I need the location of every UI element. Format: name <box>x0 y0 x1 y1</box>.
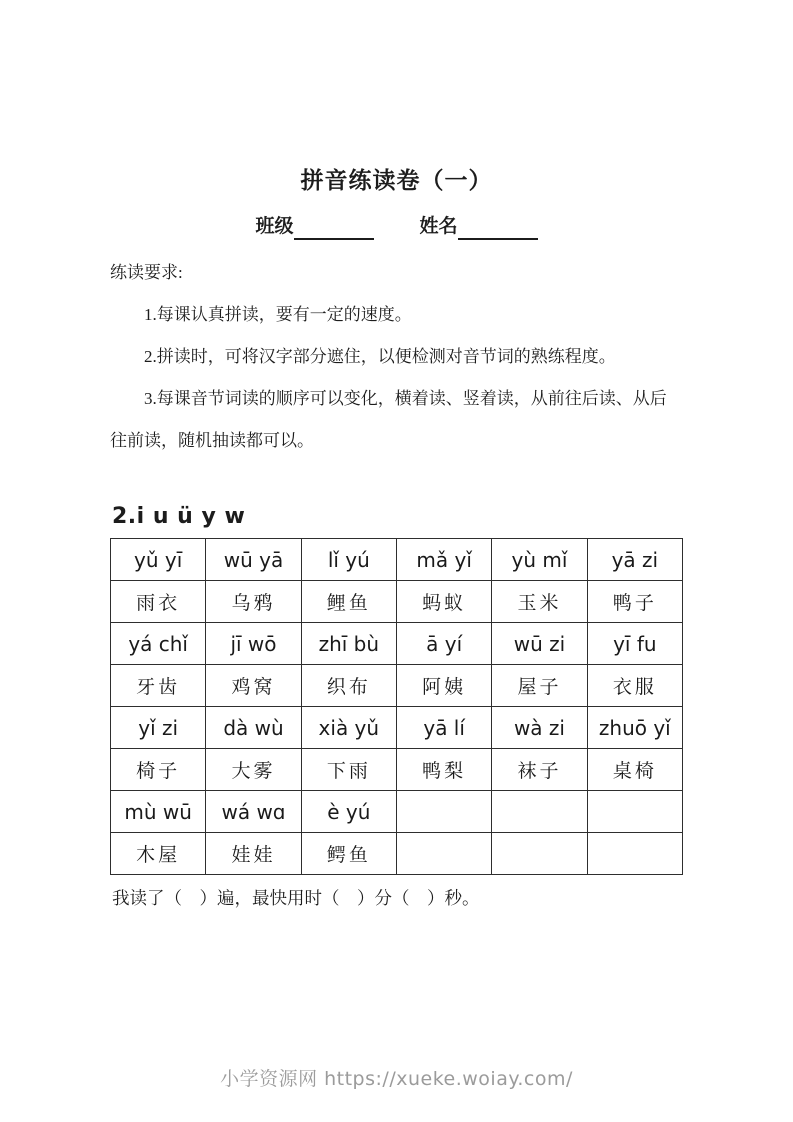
table-cell: lǐ yú <box>301 539 396 581</box>
table-cell <box>492 791 587 833</box>
table-cell <box>396 791 491 833</box>
requirement-item-3: 3.每课音节词读的顺序可以变化，横着读、竖着读，从前往后读、从后往前读，随机抽读都可以。 <box>110 389 667 450</box>
table-cell: 鳄鱼 <box>301 833 396 875</box>
table-row-hanzi <box>111 833 683 875</box>
table-cell: 椅子 <box>111 749 206 791</box>
table-cell: 鸭梨 <box>396 749 491 791</box>
table-cell: 大雾 <box>206 749 301 791</box>
table-cell: wà zi <box>492 707 587 749</box>
requirement-item-2: 2.拼读时，可将汉字部分遮住，以便检测对音节词的熟练程度。 <box>144 347 616 366</box>
table-row-pinyin <box>111 791 683 833</box>
table-cell: jī wō <box>206 623 301 665</box>
site-footer-watermark: 小学资源网 https://xueke.woiay.com/ <box>220 1068 573 1090</box>
table-cell: 桌椅 <box>587 749 682 791</box>
class-label: 班级 <box>255 216 294 237</box>
class-blank <box>294 217 374 240</box>
table-cell: 衣服 <box>587 665 682 707</box>
table-row-pinyin <box>111 707 683 749</box>
table-cell: 屋子 <box>492 665 587 707</box>
class-name-row <box>0 214 793 240</box>
table-cell: 娃娃 <box>206 833 301 875</box>
table-cell <box>587 791 682 833</box>
table-cell: 玉米 <box>492 581 587 623</box>
name-label: 姓名 <box>419 216 458 237</box>
table-cell: yā zi <box>587 539 682 581</box>
table-cell: 下雨 <box>301 749 396 791</box>
table-cell: wū zi <box>492 623 587 665</box>
table-cell: yǔ yī <box>111 539 206 581</box>
table-cell: 牙齿 <box>111 665 206 707</box>
table-cell: yǐ zi <box>111 707 206 749</box>
table-cell: 木屋 <box>111 833 206 875</box>
table-cell: wū yā <box>206 539 301 581</box>
page-title: 拼音练读卷（一） <box>300 168 493 193</box>
table-row-hanzi <box>111 581 683 623</box>
class-field <box>255 214 373 240</box>
table-cell <box>396 833 491 875</box>
table-cell: dà wù <box>206 707 301 749</box>
pinyin-word-table <box>110 538 683 875</box>
section-heading: 2.i u ü y w <box>112 504 246 529</box>
table-cell: mù wū <box>111 791 206 833</box>
table-cell: xià yǔ <box>301 707 396 749</box>
table-cell: zhuō yǐ <box>587 707 682 749</box>
table-cell: 乌鸦 <box>206 581 301 623</box>
table-cell: 鲤鱼 <box>301 581 396 623</box>
table-row-pinyin <box>111 623 683 665</box>
table-cell: yā lí <box>396 707 491 749</box>
table-cell: wá wɑ <box>206 791 301 833</box>
table-cell: 鸭子 <box>587 581 682 623</box>
table-cell: è yú <box>301 791 396 833</box>
table-cell: 袜子 <box>492 749 587 791</box>
name-blank <box>458 217 538 240</box>
table-cell: mǎ yǐ <box>396 539 491 581</box>
name-field <box>420 214 538 240</box>
table-cell: 阿姨 <box>396 665 491 707</box>
table-cell <box>587 833 682 875</box>
table-cell: 雨衣 <box>111 581 206 623</box>
table-cell: zhī bù <box>301 623 396 665</box>
table-cell: 织布 <box>301 665 396 707</box>
table-cell: yá chǐ <box>111 623 206 665</box>
read-count-line: 我读了（ ）遍，最快用时（ ）分（ ）秒。 <box>112 888 480 908</box>
table-cell <box>492 833 587 875</box>
table-cell: yī fu <box>587 623 682 665</box>
table-cell: 蚂蚁 <box>396 581 491 623</box>
table-row-pinyin <box>111 539 683 581</box>
table-cell: 鸡窝 <box>206 665 301 707</box>
table-cell: yù mǐ <box>492 539 587 581</box>
requirements-heading: 练读要求: <box>110 263 183 282</box>
table-row-hanzi <box>111 749 683 791</box>
requirement-item-1: 1.每课认真拼读，要有一定的速度。 <box>144 305 412 324</box>
table-row-hanzi <box>111 665 683 707</box>
table-cell: ā yí <box>396 623 491 665</box>
requirements-block <box>110 252 676 462</box>
